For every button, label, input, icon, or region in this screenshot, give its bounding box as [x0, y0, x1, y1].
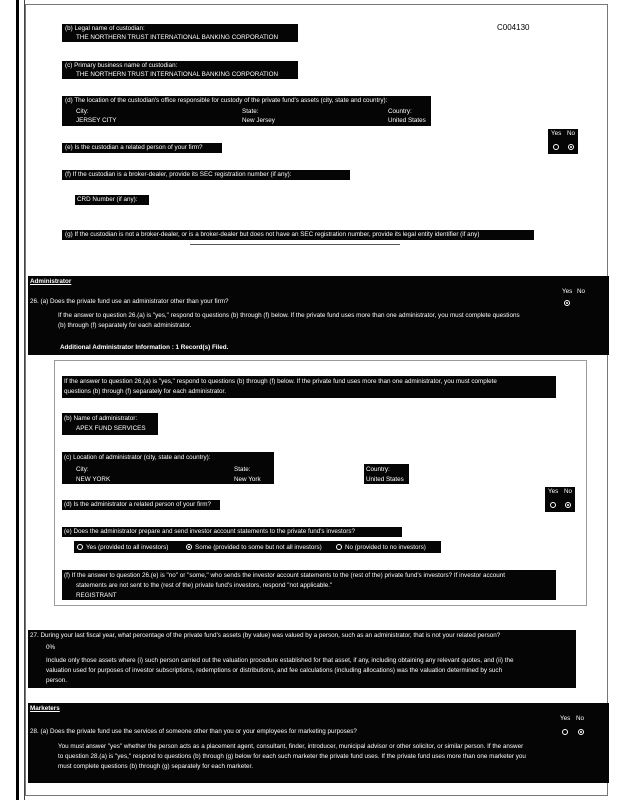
marketers-no-label: No: [576, 715, 585, 722]
left-binding-line: [16, 0, 19, 800]
opt-yes-label: Yes (provided to all investors): [86, 544, 169, 551]
admin-inner-instr-block: [62, 376, 556, 398]
country-value: United States: [388, 117, 426, 124]
admin-name-block: [62, 413, 158, 435]
admin-city-label: City:: [76, 466, 89, 473]
q27-line2: Include only those assets where (i) such person carried out the valuation procedure established for that asset, if any, including obtaining any relevant quotes, and (ii) the: [46, 657, 514, 664]
q27-line1: 27. During your last fiscal year, what percentage of the private fund's assets (by value) was valued by a person, such as an administrator, that is not your related person?: [30, 632, 501, 639]
marketers-instr-line2: to question 28.(a) is "yes," respond to questions (b) through (g) below for each such marketer the private fund uses. If the private fund uses more than one marketer you: [58, 753, 526, 760]
admin-who-sends-block: [62, 570, 556, 600]
q-b-value: THE NORTHERN TRUST INTERNATIONAL BANKING CORPORATION: [76, 34, 279, 41]
statements-no-radio[interactable]: [336, 544, 342, 550]
q27-value: 0%: [46, 644, 56, 651]
opt-some-label: Some (provided to some but not all investors): [195, 544, 322, 551]
q-d-label: (d) The location of the custodian's office responsible for custody of the private fund's assets (city, state and country):: [65, 97, 388, 104]
marketers-yes-label: Yes: [560, 715, 571, 722]
admin-q-f-value: REGISTRANT: [76, 592, 117, 599]
marketers-instr-line3: must complete questions (b) through (g) separately for each marketer.: [58, 763, 253, 770]
custodian-related-yes-radio[interactable]: [553, 144, 559, 150]
marketers-section: [28, 703, 609, 783]
admin-related-block: [62, 500, 220, 510]
administrator-section: [28, 276, 609, 355]
admin-uses-yes-radio[interactable]: [564, 300, 570, 306]
country-label: Country:: [388, 108, 412, 115]
marketers-title: Marketers: [30, 705, 60, 712]
custodian-business-block: [62, 61, 298, 79]
city-label: City:: [76, 108, 89, 115]
additional-admin-info: Additional Administrator Information : 1 Record(s) Filed.: [60, 344, 229, 351]
custodian-related-no-radio[interactable]: [568, 144, 574, 150]
q27-block: [28, 630, 576, 688]
admin-q-c-label: (c) Location of administrator (city, state and country):: [64, 454, 211, 461]
q27-line3: valuation used for purposes of investor subscriptions, redemptions or distributions, and fee calculations (including allocations) was the valuation determined by such: [46, 667, 503, 674]
admin-country-block: [364, 464, 409, 484]
admin-d-yes-label: Yes: [548, 488, 559, 495]
admin-yesno-header: [545, 487, 575, 512]
custodian-lei-block: [62, 230, 534, 240]
statements-some-radio[interactable]: [186, 544, 192, 550]
q-g-label: (g) If the custodian is not a broker-dealer, or is a broker-dealer but does not have an SEC registration number, provide its legal entity identifier (if any): [65, 231, 480, 238]
admin-q-b-value: APEX FUND SERVICES: [76, 425, 146, 432]
admin-d-no-label: No: [564, 488, 573, 495]
doc-code: C004130: [497, 23, 530, 32]
q-b-label: (b) Legal name of custodian:: [65, 25, 145, 32]
admin-statements-options: [74, 541, 441, 553]
admin-instr-line2: (b) through (f) separately for each administrator.: [58, 322, 192, 329]
admin-q-d-label: (d) Is the administrator a related person of your firm?: [64, 501, 211, 508]
q-c-label: (c) Primary business name of custodian:: [65, 62, 178, 69]
marketers-yes-radio[interactable]: [562, 729, 568, 735]
inner-instr-line1: If the answer to question 26.(a) is "yes," respond to questions (b) through (f) below. If the private fund uses more than one administrator, you must complete: [64, 378, 497, 385]
opt-no-label: No (provided to no investors): [345, 544, 426, 551]
custodian-name-block: [62, 24, 298, 42]
custodian-related-block: [62, 143, 222, 153]
admin-related-yes-radio[interactable]: [550, 502, 556, 508]
q27-line4: person.: [46, 677, 68, 684]
admin-country-label: Country:: [366, 466, 390, 473]
marketers-instr-line1: You must answer "yes" whether the person acts as a placement agent, consultant, finder, introducer, municipal advisor or other solicitor, or similar person. If the answer: [58, 743, 524, 750]
admin-related-no-radio[interactable]: [565, 502, 571, 508]
admin-q-f-line1: (f) If the answer to question 26.(e) is "no" or "some," who sends the investor account statements to the (rest of the) private fund's investors? If investor account: [64, 572, 505, 579]
admin-country-value: United States: [366, 476, 404, 483]
crd-block: [75, 195, 149, 205]
q-c-value: THE NORTHERN TRUST INTERNATIONAL BANKING CORPORATION: [76, 71, 279, 78]
inner-instr-line2: questions (b) through (f) separately for each administrator.: [64, 388, 227, 395]
custodian-location-block: [62, 96, 431, 126]
no-label: No: [567, 130, 576, 137]
lei-input-line[interactable]: [190, 244, 400, 245]
q-f-label: (f) If the custodian is a broker-dealer, provide its SEC registration number (if any):: [65, 171, 292, 178]
admin-city-value: NEW YORK: [76, 476, 111, 483]
admin-statements-block: [62, 527, 402, 537]
crd-label: CRD Number (if any):: [77, 196, 138, 203]
admin-state-label: State:: [234, 466, 251, 473]
admin-no-label: No: [577, 288, 586, 295]
admin-location-block: [62, 452, 274, 484]
admin-state-value: New York: [234, 476, 261, 483]
admin-q-b-label: (b) Name of administrator:: [64, 415, 138, 422]
q26a-label: 26. (a) Does the private fund use an administrator other than your firm?: [30, 298, 229, 305]
admin-q-f-line2: statements are not sent to the (rest of the) private fund's investors, respond "not applicable.": [76, 582, 333, 589]
admin-q-e-label: (e) Does the administrator prepare and send investor account statements to the private fund's investors?: [64, 528, 356, 535]
statements-yes-radio[interactable]: [77, 544, 83, 550]
custodian-yesno-header: [548, 129, 578, 154]
administrator-title: Administrator: [30, 278, 72, 285]
yes-label: Yes: [551, 130, 562, 137]
q28a-label: 28. (a) Does the private fund use the services of someone other than you or your employees for marketing purposes?: [30, 728, 357, 735]
city-value: JERSEY CITY: [76, 117, 117, 124]
marketers-no-radio[interactable]: [578, 729, 584, 735]
q-e-label: (e) Is the custodian a related person of your firm?: [65, 144, 203, 151]
state-value: New Jersey: [242, 117, 275, 124]
admin-yes-label: Yes: [562, 288, 573, 295]
custodian-sec-block: [62, 170, 350, 180]
state-label: State:: [242, 108, 259, 115]
admin-instr-line1: If the answer to question 26.(a) is "yes," respond to questions (b) through (f) below. If the private fund uses more than one administrator, you must complete questions: [58, 312, 520, 319]
